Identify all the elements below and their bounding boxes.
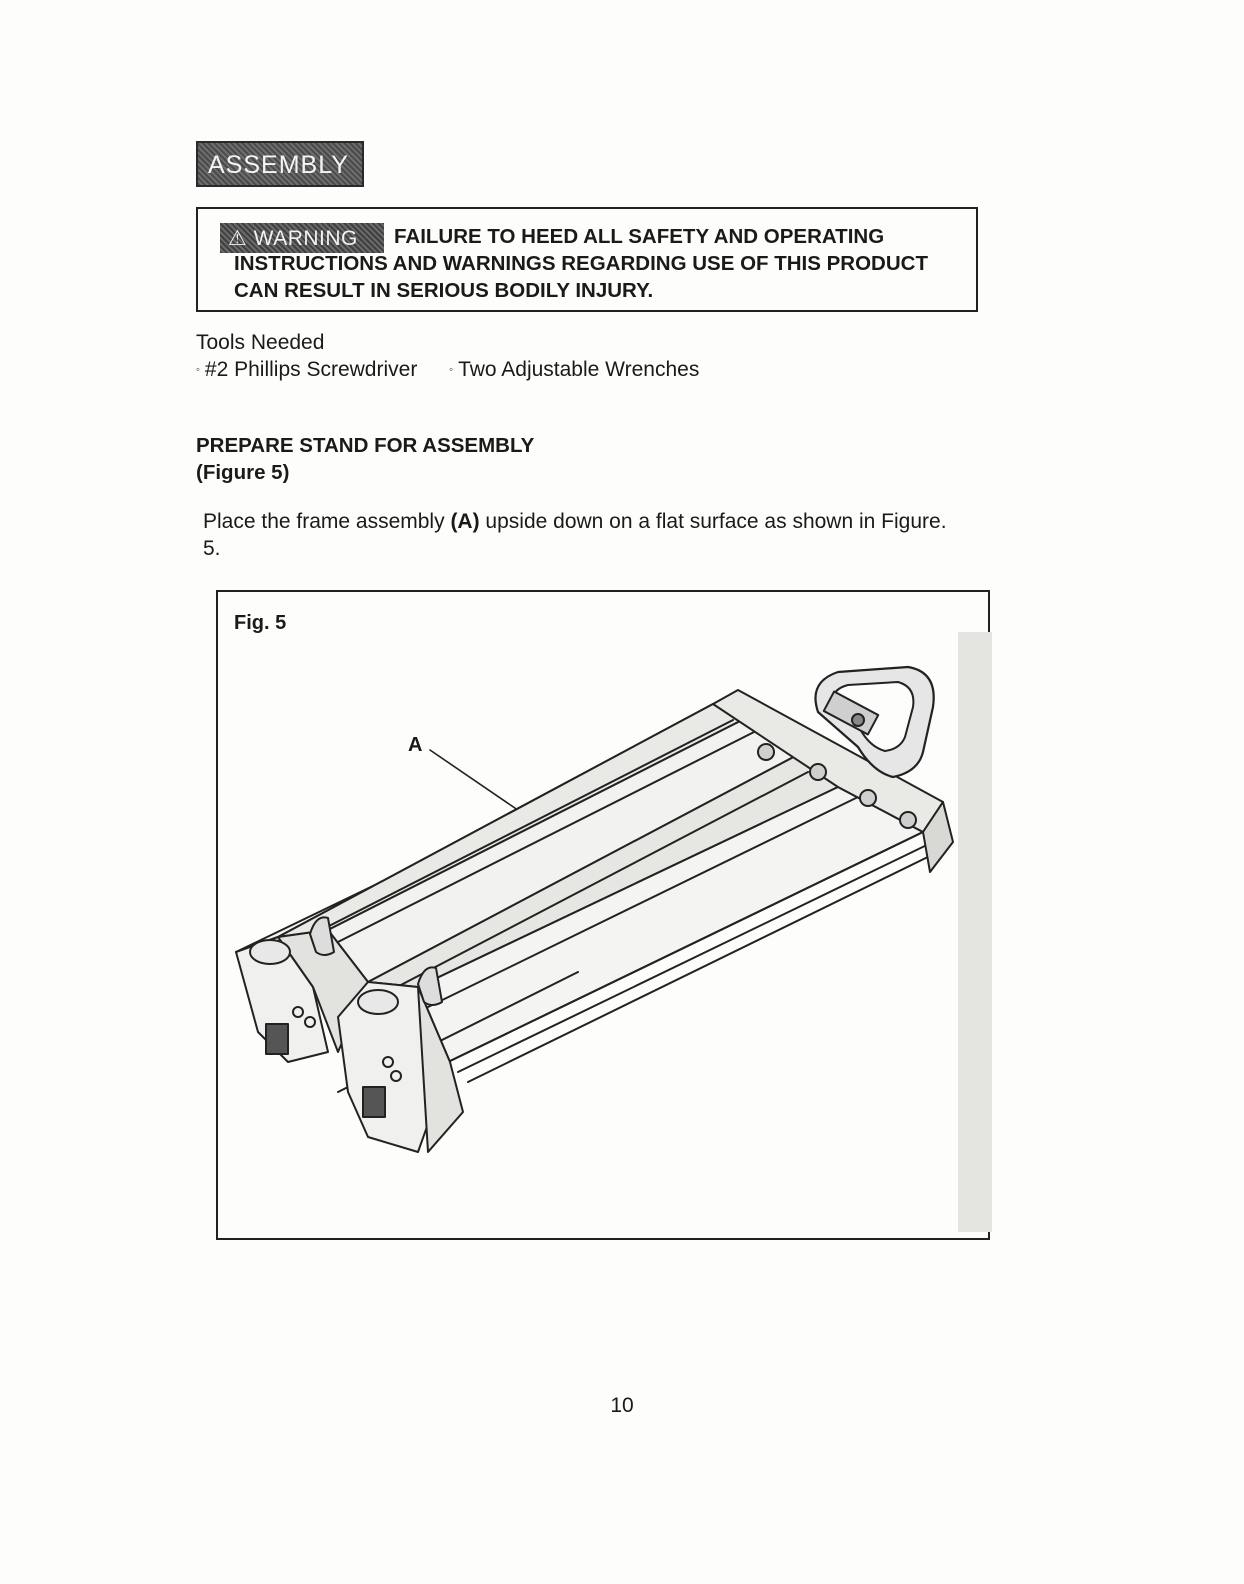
step-heading [196, 432, 534, 486]
bullet-icon: ◦ [196, 364, 200, 377]
step-figure-ref: (Figure 5) [196, 461, 290, 484]
instruction-text: upside down on a flat surface as shown in Figure. 5. [203, 510, 947, 560]
bullet-icon: ◦ [449, 364, 454, 377]
warning-badge-label: ⚠ WARNING [228, 227, 358, 250]
tools-needed-title: Tools Needed [196, 331, 325, 354]
section-title-tab [196, 141, 364, 187]
instruction-text: Place the frame assembly [203, 510, 451, 533]
callout-label: A [408, 734, 423, 756]
page-number: 10 [610, 1394, 634, 1417]
warning-text: FAILURE TO HEED ALL SAFETY AND OPERATING INSTRUCTIONS AND WARNINGS REGARDING USE OF THIS PRODUCT CAN RESULT IN SERIOUS BODILY INJURY. [234, 225, 928, 302]
part-reference: (A) [450, 510, 480, 533]
tools-list [196, 358, 699, 382]
tool-item: Two Adjustable Wrenches [458, 358, 700, 381]
frame-assembly-illustration [218, 592, 992, 1242]
step-title: PREPARE STAND FOR ASSEMBLY [196, 434, 535, 457]
figure-5 [216, 590, 990, 1240]
step-instructions [203, 508, 963, 562]
section-title: ASSEMBLY [208, 151, 349, 179]
figure-label: Fig. 5 [234, 612, 287, 634]
tool-item: #2 Phillips Screwdriver [204, 358, 418, 381]
warning-box [196, 207, 978, 312]
